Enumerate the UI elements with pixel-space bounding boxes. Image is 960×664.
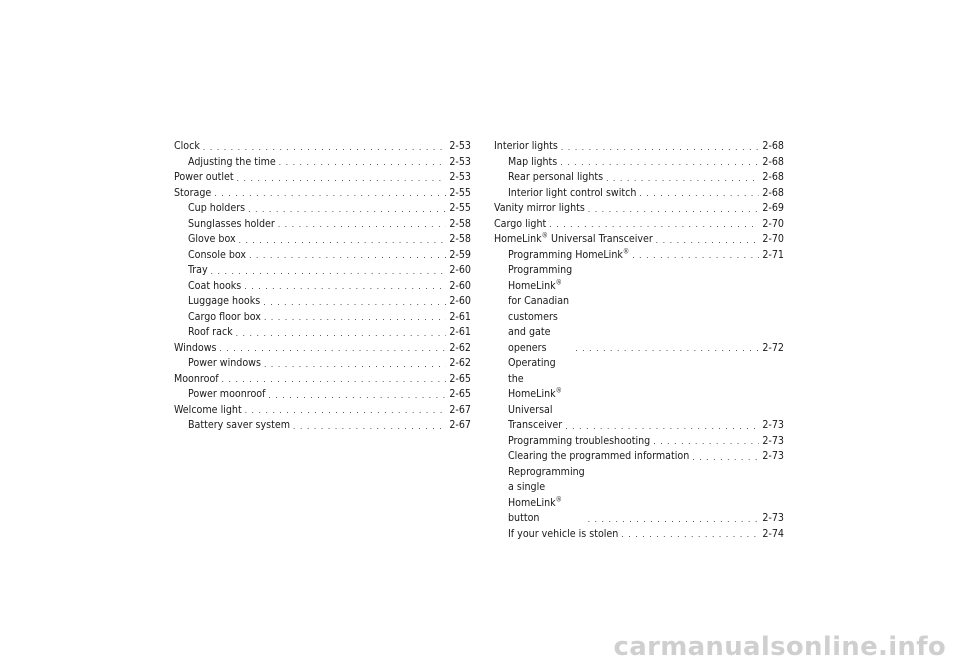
toc-entry-page: 2-73 (762, 450, 784, 462)
toc-column-right (494, 139, 784, 542)
dot-leader (248, 206, 446, 214)
toc-entry-page: 2-68 (762, 171, 784, 183)
toc-entry-title: Map lights (508, 155, 558, 168)
dot-leader (565, 423, 759, 431)
dot-leader (561, 144, 759, 152)
toc-entry[interactable] (174, 341, 471, 357)
toc-entry-title: Moonroof (174, 372, 219, 385)
dot-leader (203, 144, 446, 152)
toc-entry[interactable] (174, 310, 471, 326)
toc-entry[interactable] (174, 387, 471, 403)
toc-entry-title: Reprogramming a single HomeLink® button (508, 465, 585, 524)
toc-entry[interactable] (494, 155, 784, 171)
toc-entry-title: Luggage hooks (188, 295, 261, 307)
toc-entry-page: 2-61 (449, 326, 471, 338)
toc-entry-page: 2-73 (762, 434, 784, 447)
toc-entry-page: 2-71 (762, 248, 784, 261)
toc-entry-title: Battery saver system (188, 419, 291, 431)
toc-entry-page: 2-55 (449, 186, 471, 199)
dot-leader (293, 423, 446, 431)
toc-entry-page: 2-74 (762, 527, 784, 540)
toc-entry[interactable] (174, 418, 471, 434)
toc-entry-title: Adjusting the time (188, 155, 276, 168)
toc-entry[interactable] (174, 201, 471, 217)
toc-entry-page: 2-68 (762, 140, 784, 152)
toc-entry-page: 2-68 (762, 155, 784, 168)
toc-entry-page: 2-55 (449, 202, 471, 214)
toc-entry-title: Welcome light (174, 403, 242, 416)
toc-entry[interactable] (494, 248, 784, 264)
toc-entry-page: 2-73 (762, 419, 784, 431)
toc-entry-page: 2-70 (762, 233, 784, 245)
toc-entry-page: 2-67 (449, 419, 471, 431)
toc-entry-page: 2-68 (762, 186, 784, 199)
toc-entry[interactable] (174, 294, 471, 310)
toc-entry-title: Sunglasses holder (188, 217, 275, 230)
toc-entry-page: 2-58 (449, 233, 471, 245)
toc-entry-title: Storage (174, 186, 212, 199)
toc-entry[interactable] (174, 248, 471, 264)
dot-leader (588, 516, 760, 524)
toc-entry-title: Coat hooks (188, 279, 242, 292)
toc-entry[interactable] (174, 217, 471, 233)
dot-leader (263, 299, 446, 307)
toc-entry[interactable] (174, 279, 471, 295)
dot-leader (211, 268, 447, 276)
toc-entry[interactable] (174, 155, 471, 171)
dot-leader (214, 190, 446, 198)
toc-entry[interactable] (494, 356, 784, 434)
toc-entry-page: 2-60 (449, 264, 471, 276)
toc-entry[interactable] (174, 403, 471, 419)
toc-entry-page: 2-60 (449, 279, 471, 292)
toc-entry[interactable] (174, 139, 471, 155)
dot-leader (549, 221, 759, 229)
toc-entry-title: Cup holders (188, 202, 246, 214)
toc-entry-page: 2-62 (449, 341, 471, 354)
dot-leader (239, 237, 447, 245)
toc-entry[interactable] (174, 186, 471, 202)
toc-entry-page: 2-70 (762, 217, 784, 230)
toc-entry-title: Clock (174, 140, 200, 152)
toc-entry[interactable] (174, 325, 471, 341)
dot-leader (268, 392, 446, 400)
dot-leader (249, 252, 446, 260)
dot-leader (621, 531, 759, 539)
toc-entry-page: 2-58 (449, 217, 471, 230)
dot-leader (588, 206, 760, 214)
toc-entry[interactable] (174, 372, 471, 388)
toc-entry-title: Power moonroof (188, 388, 266, 400)
toc-entry-title: Vanity mirror lights (494, 202, 585, 214)
dot-leader (244, 283, 446, 291)
toc-entry-title: Windows (174, 341, 217, 354)
toc-entry[interactable] (494, 201, 784, 217)
toc-entry-page: 2-67 (449, 403, 471, 416)
toc-entry-title: Tray (188, 264, 208, 276)
toc-entry-title: Cargo light (494, 217, 547, 230)
toc-entry-title: Power outlet (174, 171, 234, 183)
toc-entry-page: 2-62 (449, 357, 471, 369)
toc-entry-title: Cargo floor box (188, 310, 261, 323)
dot-leader (692, 454, 759, 462)
dot-leader (264, 314, 446, 322)
toc-entry[interactable] (174, 232, 471, 248)
toc-entry-title: Programming HomeLink® for Canadian customers and gate openers (508, 264, 573, 354)
toc-entry-title: Power windows (188, 357, 261, 369)
dot-leader (236, 330, 447, 338)
toc-entry-title: Clearing the programmed information (508, 450, 690, 462)
toc-entry-title: Rear personal lights (508, 171, 604, 183)
toc-entry-title: Roof rack (188, 326, 233, 338)
toc-column-left (174, 139, 471, 434)
toc-entry-title: Programming troubleshooting (508, 434, 651, 447)
dot-leader (237, 175, 447, 183)
toc-entry-page: 2-61 (449, 310, 471, 323)
toc-entry-page: 2-72 (762, 341, 784, 354)
toc-entry-title: HomeLink® Universal Transceiver (494, 231, 653, 245)
dot-leader (656, 237, 760, 245)
toc-entry[interactable] (494, 217, 784, 233)
toc-entry-page: 2-60 (449, 295, 471, 307)
toc-entry[interactable] (494, 186, 784, 202)
dot-leader (264, 361, 446, 369)
dot-leader (606, 175, 759, 183)
toc-entry[interactable] (494, 465, 784, 527)
toc-entry-title: Interior lights (494, 140, 558, 152)
toc-entry-page: 2-53 (449, 155, 471, 168)
toc-entry[interactable] (174, 356, 471, 372)
toc-entry-page: 2-65 (449, 372, 471, 385)
toc-entry[interactable] (494, 449, 784, 465)
toc-entry-page: 2-53 (449, 171, 471, 183)
dot-leader (632, 252, 759, 260)
toc-entry-title: Operating the HomeLink® Universal Transceiver (508, 357, 563, 431)
dot-leader (279, 159, 447, 167)
dot-leader (222, 376, 447, 384)
dot-leader (639, 190, 759, 198)
toc-entry-page: 2-53 (449, 140, 471, 152)
toc-entry[interactable] (494, 232, 784, 248)
toc-entry-page: 2-65 (449, 388, 471, 400)
toc-entry-page: 2-69 (762, 202, 784, 214)
toc-entry-title: Console box (188, 248, 247, 261)
dot-leader (220, 345, 447, 353)
toc-entry-title: Programming HomeLink® (508, 246, 630, 261)
dot-leader (560, 159, 759, 167)
toc-entry[interactable] (494, 434, 784, 450)
toc-entry[interactable] (494, 170, 784, 186)
toc-entry-title: Glove box (188, 233, 236, 245)
toc-entry[interactable] (494, 139, 784, 155)
toc-entry[interactable] (494, 263, 784, 356)
dot-leader (278, 221, 447, 229)
toc-entry-title: Interior light control switch (508, 186, 637, 199)
toc-entry-title: If your vehicle is stolen (508, 527, 619, 540)
toc-entry[interactable] (174, 170, 471, 186)
toc-entry-page: 2-73 (762, 512, 784, 524)
dot-leader (245, 407, 447, 415)
toc-entry-page: 2-59 (449, 248, 471, 261)
dot-leader (653, 438, 759, 446)
dot-leader (575, 345, 759, 353)
toc-entry[interactable] (494, 527, 784, 543)
watermark: carmanualsonline.info (613, 632, 946, 662)
toc-entry[interactable] (174, 263, 471, 279)
